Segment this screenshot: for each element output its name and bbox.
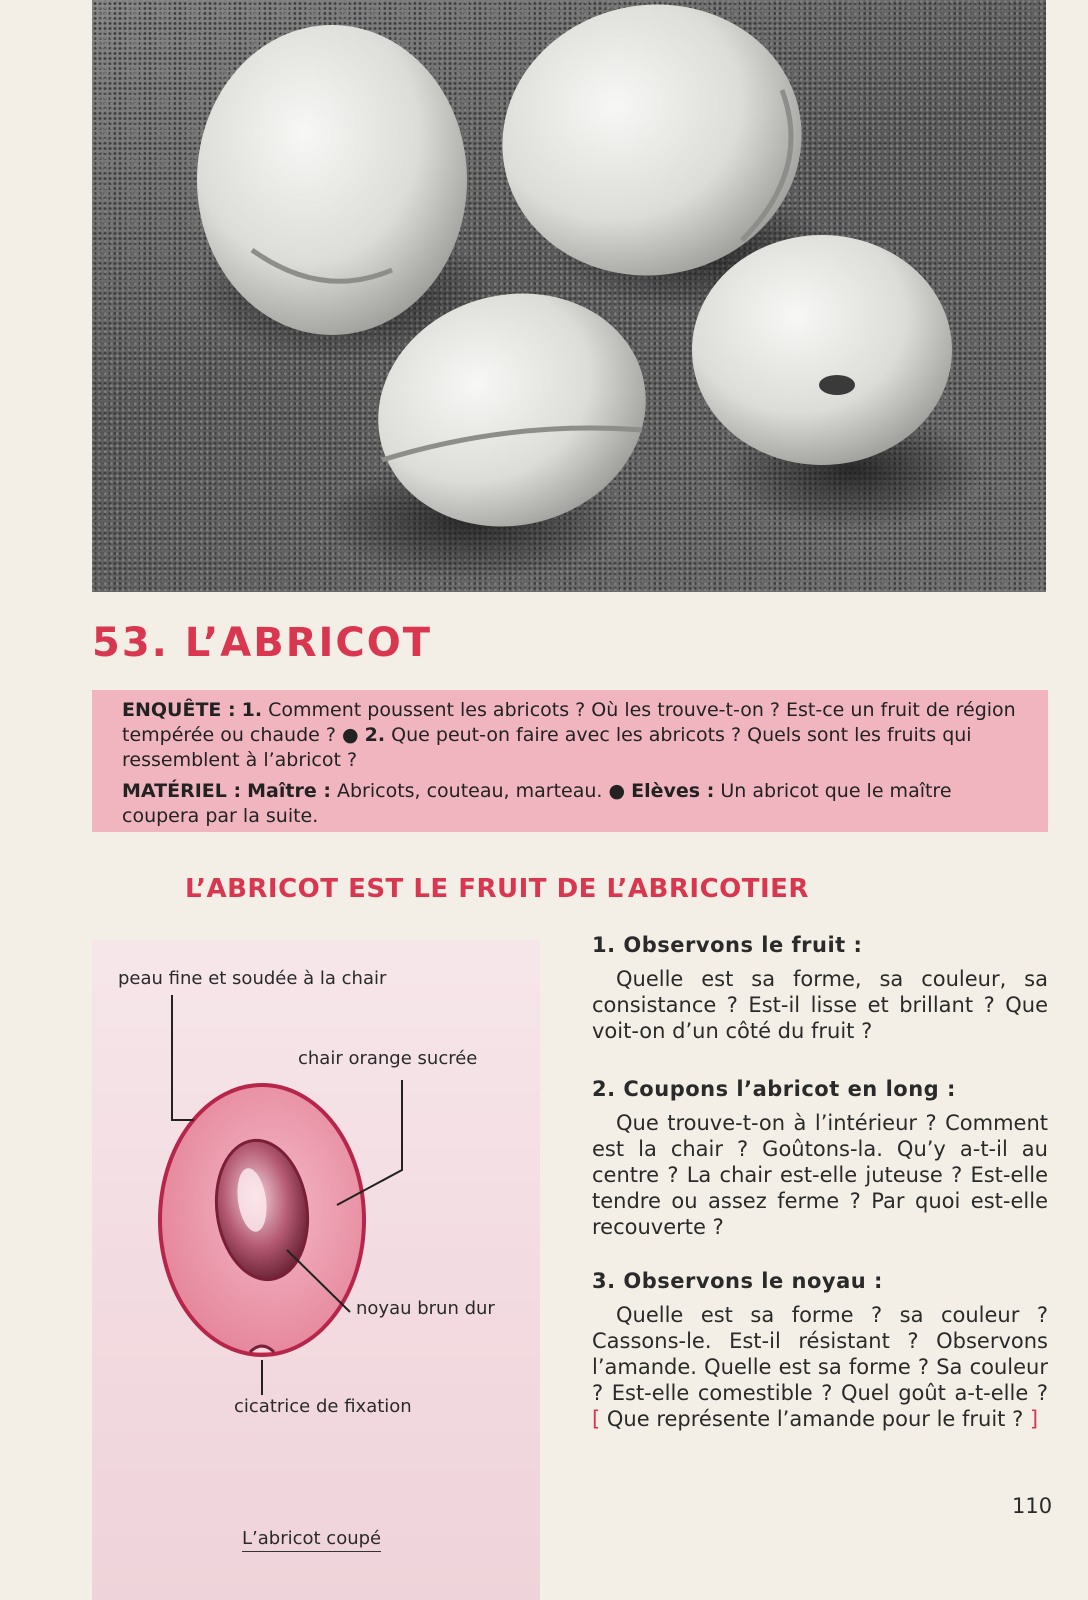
section-subtitle: L’ABRICOT EST LE FRUIT DE L’ABRICOTIER: [185, 874, 809, 904]
diagram-panel: [92, 940, 540, 1600]
bracket-close: ]: [1029, 1407, 1039, 1431]
question-3-text: Quelle est sa forme ? sa couleur ? Cassons-le. Est-il résistant ? Observons l’amande. Quelle est sa forme ? Sa couleur ? Est-elle comestible ? Quel goût a-t-elle ?: [592, 1303, 1048, 1405]
apricot-1: [197, 25, 467, 335]
diagram-caption: L’abricot coupé: [242, 1528, 381, 1552]
question-3-body: [592, 1302, 1048, 1432]
eleves-text: Un abricot que le maître coupera par la suite.: [122, 780, 952, 827]
enquete-q2-number: 2.: [364, 724, 386, 746]
label-chair: chair orange sucrée: [298, 1048, 478, 1069]
question-1-body: Quelle est sa forme, sa couleur, sa consistance ? Est-il lisse et brillant ? Que voit-on d’un côté du fruit ?: [592, 967, 1048, 1043]
enquete-q2-text: Que peut-on faire avec les abricots ? Quels sont les fruits qui ressemblent à l’abricot ?: [122, 724, 972, 771]
page-title: 53. L’ABRICOT: [92, 620, 433, 666]
question-3-extra: Que représente l’amande pour le fruit ?: [606, 1407, 1024, 1431]
maitre-label: Maître :: [247, 780, 331, 802]
label-noyau: noyau brun dur: [356, 1298, 495, 1319]
bullet-icon: ●: [608, 780, 626, 802]
materiel-paragraph: [122, 779, 1018, 829]
enquete-q1-number: 1.: [241, 699, 263, 721]
apricots-photo-icon: [92, 0, 1046, 592]
question-1: [592, 932, 1048, 1044]
peau-leader-line: [172, 995, 194, 1120]
bullet-icon: ●: [342, 724, 359, 746]
label-peau: peau fine et soudée à la chair: [118, 968, 387, 989]
label-cicatrice: cicatrice de fixation: [234, 1396, 412, 1417]
maitre-text: Abricots, couteau, marteau.: [336, 780, 603, 802]
question-3: [592, 1268, 1048, 1432]
enquete-q1-text: Comment poussent les abricots ? Où les trouve-t-on ? Est-ce un fruit de région tempérée ou chaude ?: [122, 699, 1016, 746]
apricot-cut-diagram: [92, 940, 540, 1600]
enquete-paragraph: [122, 698, 1018, 773]
eleves-label: Elèves :: [631, 780, 715, 802]
materiel-label: MATÉRIEL :: [122, 780, 242, 802]
question-3-heading: 3. Observons le noyau :: [592, 1269, 883, 1293]
enquete-box: [92, 690, 1048, 832]
question-2-heading: 2. Coupons l’abricot en long :: [592, 1077, 956, 1101]
question-2: [592, 1076, 1048, 1240]
question-1-heading: 1. Observons le fruit :: [592, 933, 863, 957]
apricot-4: [692, 235, 952, 465]
bracket-open: [: [592, 1407, 601, 1431]
apricots-photo: [92, 0, 1046, 592]
page-number: 110: [1012, 1494, 1053, 1518]
question-2-body: Que trouve-t-on à l’intérieur ? Comment est la chair ? Goûtons-la. Qu’y a-t-il au centre ? La chair est-elle juteuse ? Est-elle tendre ou assez ferme ? Par quoi est-elle recouverte ?: [592, 1111, 1048, 1239]
enquete-label: ENQUÊTE :: [122, 699, 236, 721]
